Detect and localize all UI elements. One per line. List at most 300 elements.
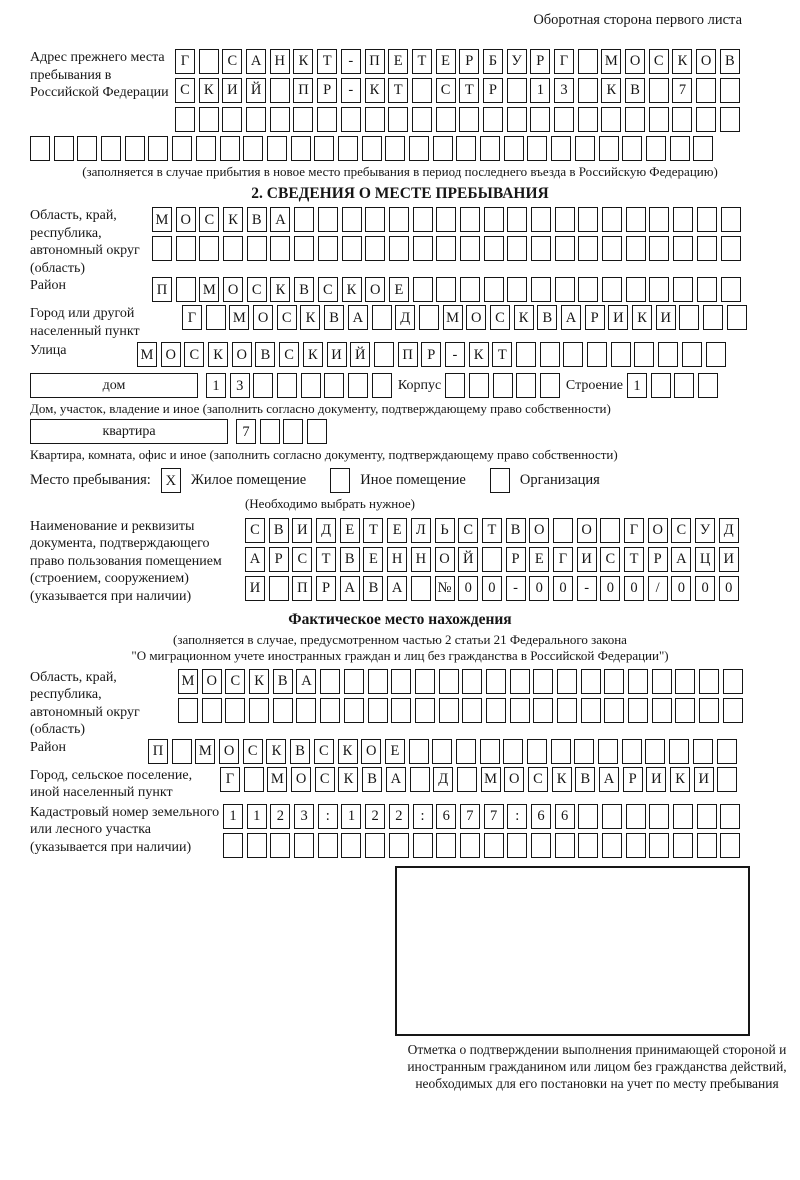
char-cell: В bbox=[273, 669, 293, 694]
document-block bbox=[30, 518, 770, 606]
apartment-cells bbox=[236, 419, 327, 444]
char-cell bbox=[314, 136, 334, 161]
char-cell: К bbox=[338, 739, 358, 764]
house-number-cells bbox=[206, 373, 392, 398]
actual-location-note-1: (заполняется в случае, предусмотренном частью 2 статьи 21 Федерального закона bbox=[173, 632, 627, 647]
char-cell bbox=[338, 136, 358, 161]
char-cell: В bbox=[255, 342, 275, 367]
char-cell bbox=[270, 78, 290, 103]
char-cell: И bbox=[292, 518, 312, 543]
char-cell: П bbox=[148, 739, 168, 764]
char-cell bbox=[503, 739, 523, 764]
char-cell bbox=[456, 739, 476, 764]
char-cell: 0 bbox=[529, 576, 549, 601]
char-cell bbox=[675, 698, 695, 723]
char-cell bbox=[675, 669, 695, 694]
char-cell: У bbox=[507, 49, 527, 74]
char-cell: 0 bbox=[458, 576, 478, 601]
char-cell bbox=[693, 136, 713, 161]
char-cell: К bbox=[270, 277, 290, 302]
stay-option-organization-label: Организация bbox=[519, 472, 600, 489]
char-cell bbox=[669, 739, 689, 764]
char-cell bbox=[307, 419, 327, 444]
char-cell bbox=[698, 373, 718, 398]
char-cell bbox=[220, 136, 240, 161]
char-cell bbox=[172, 136, 192, 161]
char-cell bbox=[244, 767, 264, 792]
char-cell bbox=[223, 236, 243, 261]
char-cell bbox=[507, 833, 527, 858]
char-cell bbox=[673, 804, 693, 829]
char-cell: О bbox=[161, 342, 181, 367]
char-cell bbox=[368, 669, 388, 694]
char-cell bbox=[723, 669, 743, 694]
char-cell: Й bbox=[246, 78, 266, 103]
char-cell bbox=[176, 236, 196, 261]
char-cell bbox=[578, 277, 598, 302]
char-cell bbox=[693, 739, 713, 764]
char-cell bbox=[696, 107, 716, 132]
char-cell bbox=[101, 136, 121, 161]
char-cell: 7 bbox=[460, 804, 480, 829]
char-cell: 1 bbox=[247, 804, 267, 829]
char-cell bbox=[409, 136, 429, 161]
char-cell bbox=[125, 136, 145, 161]
char-cell bbox=[516, 342, 536, 367]
char-cell: : bbox=[318, 804, 338, 829]
region-label: Область, край, республика, автономный округ (область) bbox=[30, 208, 140, 276]
char-cell: В bbox=[362, 767, 382, 792]
char-cell bbox=[480, 739, 500, 764]
char-cell: В bbox=[720, 49, 740, 74]
char-cell bbox=[530, 107, 550, 132]
char-cell bbox=[247, 236, 267, 261]
char-cell: Й bbox=[458, 547, 478, 572]
char-cell: Й bbox=[350, 342, 370, 367]
char-cell: О bbox=[202, 669, 222, 694]
char-cell: В bbox=[324, 305, 344, 330]
char-cell bbox=[622, 136, 642, 161]
char-cell: К bbox=[338, 767, 358, 792]
char-cell: И bbox=[222, 78, 242, 103]
char-cell bbox=[243, 136, 263, 161]
prev-address-label: Адрес прежнего места пребывания в Российской Федерации bbox=[30, 50, 169, 100]
char-cell bbox=[249, 698, 269, 723]
cadastre-block bbox=[30, 804, 770, 858]
char-cell: О bbox=[504, 767, 524, 792]
char-cell bbox=[697, 833, 717, 858]
char-cell: В bbox=[575, 767, 595, 792]
char-cell bbox=[410, 767, 430, 792]
char-cell bbox=[646, 136, 666, 161]
char-cell bbox=[460, 236, 480, 261]
char-cell: М bbox=[229, 305, 249, 330]
char-cell: 3 bbox=[230, 373, 250, 398]
char-cell: И bbox=[327, 342, 347, 367]
char-cell: Г bbox=[175, 49, 195, 74]
char-cell bbox=[175, 107, 195, 132]
char-cell bbox=[553, 518, 573, 543]
char-cell bbox=[247, 833, 267, 858]
char-cell bbox=[649, 78, 669, 103]
char-cell: О bbox=[435, 547, 455, 572]
stay-option-residential-label: Жилое помещение bbox=[190, 472, 307, 489]
prev-address-row-4 bbox=[30, 136, 770, 161]
char-cell bbox=[436, 107, 456, 132]
prev-address-rows bbox=[175, 49, 740, 132]
char-cell: К bbox=[365, 78, 385, 103]
char-cell bbox=[527, 136, 547, 161]
char-cell bbox=[598, 739, 618, 764]
char-cell: В bbox=[537, 305, 557, 330]
char-cell: Е bbox=[388, 49, 408, 74]
char-cell bbox=[604, 698, 624, 723]
char-cell: С bbox=[292, 547, 312, 572]
char-cell bbox=[551, 739, 571, 764]
region-row-2 bbox=[152, 236, 741, 261]
char-cell: К bbox=[672, 49, 692, 74]
char-cell bbox=[484, 236, 504, 261]
char-cell bbox=[362, 136, 382, 161]
char-cell: Р bbox=[506, 547, 526, 572]
char-cell: Т bbox=[459, 78, 479, 103]
char-cell bbox=[645, 739, 665, 764]
char-cell: Р bbox=[648, 547, 668, 572]
char-cell bbox=[484, 277, 504, 302]
char-cell: В bbox=[625, 78, 645, 103]
char-cell: Т bbox=[388, 78, 408, 103]
char-cell bbox=[673, 833, 693, 858]
korpus-label: Корпус bbox=[397, 377, 442, 393]
char-cell bbox=[555, 277, 575, 302]
char-cell: 3 bbox=[294, 804, 314, 829]
prev-address-note: (заполняется в случае прибытия в новое место пребывания в период последнего въезда в Российскую Федерацию) bbox=[82, 164, 718, 179]
char-cell bbox=[413, 236, 433, 261]
char-cell: С bbox=[184, 342, 204, 367]
char-cell bbox=[457, 767, 477, 792]
char-cell: С bbox=[277, 305, 297, 330]
char-cell bbox=[389, 833, 409, 858]
char-cell: О bbox=[219, 739, 239, 764]
char-cell bbox=[365, 107, 385, 132]
char-cell: К bbox=[514, 305, 534, 330]
char-cell bbox=[436, 207, 456, 232]
char-cell: Г bbox=[182, 305, 202, 330]
char-cell bbox=[269, 576, 289, 601]
char-cell: К bbox=[303, 342, 323, 367]
char-cell: 1 bbox=[627, 373, 647, 398]
char-cell bbox=[611, 342, 631, 367]
char-cell: Н bbox=[387, 547, 407, 572]
char-cell: С bbox=[247, 277, 267, 302]
char-cell bbox=[720, 107, 740, 132]
char-cell bbox=[626, 207, 646, 232]
street-block bbox=[30, 342, 770, 367]
char-cell: С bbox=[528, 767, 548, 792]
street-label: Улица bbox=[30, 343, 67, 359]
char-cell: С bbox=[671, 518, 691, 543]
char-cell: С bbox=[315, 767, 335, 792]
char-cell bbox=[507, 207, 527, 232]
char-cell: 6 bbox=[531, 804, 551, 829]
actual-city-row bbox=[220, 767, 737, 792]
char-cell: Р bbox=[316, 576, 336, 601]
char-cell: 2 bbox=[389, 804, 409, 829]
char-cell bbox=[578, 833, 598, 858]
char-cell: Р bbox=[530, 49, 550, 74]
char-cell: С bbox=[649, 49, 669, 74]
char-cell bbox=[317, 107, 337, 132]
char-cell: В bbox=[506, 518, 526, 543]
char-cell: Д bbox=[395, 305, 415, 330]
char-cell bbox=[412, 78, 432, 103]
char-cell bbox=[391, 698, 411, 723]
char-cell bbox=[277, 373, 297, 398]
char-cell: Е bbox=[436, 49, 456, 74]
confirmation-caption: Отметка о подтверждении выполнения принимающей стороной и иностранным гражданином или лицом без гражданства действий, необходимых для его постановки на учет по месту пребывания bbox=[407, 1041, 787, 1092]
city-row bbox=[182, 305, 747, 330]
char-cell: О bbox=[232, 342, 252, 367]
char-cell: Г bbox=[553, 547, 573, 572]
char-cell: Р bbox=[585, 305, 605, 330]
cadastre-label: Кадастровый номер земельного или лесного участка (указывается при наличии) bbox=[30, 804, 220, 855]
char-cell: О bbox=[625, 49, 645, 74]
char-cell: С bbox=[243, 739, 263, 764]
char-cell: В bbox=[340, 547, 360, 572]
char-cell bbox=[587, 342, 607, 367]
char-cell bbox=[557, 669, 577, 694]
char-cell bbox=[649, 236, 669, 261]
char-cell: К bbox=[552, 767, 572, 792]
char-cell: К bbox=[266, 739, 286, 764]
char-cell bbox=[372, 305, 392, 330]
char-cell bbox=[267, 136, 287, 161]
char-cell: Д bbox=[719, 518, 739, 543]
char-cell bbox=[625, 107, 645, 132]
char-cell: : bbox=[507, 804, 527, 829]
char-cell bbox=[483, 107, 503, 132]
char-cell bbox=[296, 698, 316, 723]
char-cell: 0 bbox=[482, 576, 502, 601]
char-cell bbox=[697, 236, 717, 261]
char-cell: М bbox=[199, 277, 219, 302]
char-cell: 1 bbox=[206, 373, 226, 398]
char-cell: А bbox=[561, 305, 581, 330]
stay-option-other-checkbox bbox=[330, 468, 350, 493]
char-cell bbox=[246, 107, 266, 132]
stay-option-other-label: Иное помещение bbox=[360, 472, 466, 489]
char-cell: О bbox=[529, 518, 549, 543]
char-cell: В bbox=[290, 739, 310, 764]
char-cell bbox=[320, 669, 340, 694]
char-cell: И bbox=[656, 305, 676, 330]
char-cell bbox=[720, 804, 740, 829]
char-cell: О bbox=[466, 305, 486, 330]
char-cell bbox=[697, 804, 717, 829]
prev-address-block bbox=[30, 49, 770, 132]
house-caption: Дом, участок, владение и иное (заполнить согласно документу, подтверждающему право собственности) bbox=[30, 401, 611, 417]
char-cell bbox=[439, 669, 459, 694]
char-cell bbox=[626, 804, 646, 829]
char-cell: : bbox=[413, 804, 433, 829]
char-cell bbox=[486, 698, 506, 723]
char-cell bbox=[480, 136, 500, 161]
char-cell bbox=[389, 207, 409, 232]
char-cell: Р bbox=[269, 547, 289, 572]
char-cell bbox=[652, 669, 672, 694]
char-cell: У bbox=[695, 518, 715, 543]
char-cell bbox=[260, 419, 280, 444]
char-cell: 6 bbox=[555, 804, 575, 829]
char-cell: К bbox=[199, 78, 219, 103]
confirmation-stamp-box bbox=[395, 866, 750, 1036]
char-cell bbox=[533, 669, 553, 694]
actual-region-row-2 bbox=[178, 698, 743, 723]
char-cell bbox=[344, 669, 364, 694]
char-cell bbox=[697, 207, 717, 232]
char-cell bbox=[301, 373, 321, 398]
char-cell: Д bbox=[433, 767, 453, 792]
document-row-1 bbox=[245, 518, 739, 543]
stroenie-cells bbox=[627, 373, 718, 398]
char-cell: 7 bbox=[484, 804, 504, 829]
char-cell: Е bbox=[363, 547, 383, 572]
char-cell bbox=[152, 236, 172, 261]
char-cell bbox=[555, 207, 575, 232]
actual-city-label: Город, сельское поселение, иной населенный пункт bbox=[30, 767, 193, 800]
char-cell: С bbox=[199, 207, 219, 232]
char-cell bbox=[460, 833, 480, 858]
char-cell bbox=[199, 107, 219, 132]
document-row-2 bbox=[245, 547, 739, 572]
char-cell bbox=[720, 833, 740, 858]
char-cell: А bbox=[270, 207, 290, 232]
char-cell bbox=[462, 698, 482, 723]
stay-option-organization-checkbox bbox=[490, 468, 510, 493]
char-cell bbox=[348, 373, 368, 398]
char-cell bbox=[602, 804, 622, 829]
char-cell: Т bbox=[412, 49, 432, 74]
char-cell bbox=[413, 207, 433, 232]
char-cell: А bbox=[599, 767, 619, 792]
char-cell: М bbox=[152, 207, 172, 232]
char-cell bbox=[563, 342, 583, 367]
char-cell bbox=[419, 305, 439, 330]
char-cell bbox=[504, 136, 524, 161]
char-cell: Г bbox=[554, 49, 574, 74]
char-cell bbox=[372, 373, 392, 398]
char-cell bbox=[696, 78, 716, 103]
char-cell bbox=[602, 277, 622, 302]
char-cell bbox=[77, 136, 97, 161]
char-cell: С bbox=[279, 342, 299, 367]
char-cell bbox=[721, 236, 741, 261]
char-cell: В bbox=[294, 277, 314, 302]
char-cell bbox=[206, 305, 226, 330]
char-cell: Т bbox=[317, 49, 337, 74]
char-cell: К bbox=[223, 207, 243, 232]
char-cell: А bbox=[296, 669, 316, 694]
char-cell bbox=[270, 236, 290, 261]
char-cell bbox=[575, 136, 595, 161]
char-cell bbox=[385, 136, 405, 161]
char-cell: О bbox=[176, 207, 196, 232]
char-cell: А bbox=[340, 576, 360, 601]
char-cell bbox=[368, 698, 388, 723]
district-row bbox=[152, 277, 741, 302]
page-side-note: Оборотная сторона первого листа bbox=[533, 12, 742, 28]
char-cell: С bbox=[314, 739, 334, 764]
char-cell bbox=[341, 107, 361, 132]
char-cell bbox=[460, 277, 480, 302]
char-cell: Р bbox=[623, 767, 643, 792]
char-cell: Т bbox=[482, 518, 502, 543]
cadastre-row-1 bbox=[223, 804, 740, 829]
char-cell bbox=[531, 833, 551, 858]
char-cell bbox=[649, 207, 669, 232]
char-cell bbox=[670, 136, 690, 161]
stay-type-row bbox=[30, 468, 770, 493]
char-cell bbox=[456, 136, 476, 161]
char-cell bbox=[413, 833, 433, 858]
char-cell: В bbox=[269, 518, 289, 543]
char-cell bbox=[413, 277, 433, 302]
char-cell: С bbox=[600, 547, 620, 572]
char-cell: Р bbox=[317, 78, 337, 103]
char-cell bbox=[270, 107, 290, 132]
char-cell: Т bbox=[316, 547, 336, 572]
char-cell bbox=[557, 698, 577, 723]
char-cell bbox=[510, 669, 530, 694]
char-cell bbox=[717, 767, 737, 792]
char-cell: Р bbox=[483, 78, 503, 103]
char-cell bbox=[721, 207, 741, 232]
char-cell: С bbox=[222, 49, 242, 74]
char-cell bbox=[469, 373, 489, 398]
char-cell bbox=[697, 277, 717, 302]
char-cell bbox=[531, 207, 551, 232]
char-cell: - bbox=[577, 576, 597, 601]
char-cell bbox=[436, 277, 456, 302]
char-cell bbox=[365, 236, 385, 261]
char-cell bbox=[30, 136, 50, 161]
char-cell: 0 bbox=[600, 576, 620, 601]
char-cell bbox=[484, 833, 504, 858]
char-cell: В bbox=[247, 207, 267, 232]
char-cell bbox=[176, 277, 196, 302]
char-cell bbox=[283, 419, 303, 444]
char-cell bbox=[658, 342, 678, 367]
char-cell: Р bbox=[421, 342, 441, 367]
char-cell bbox=[581, 669, 601, 694]
char-cell: О bbox=[291, 767, 311, 792]
char-cell: М bbox=[195, 739, 215, 764]
actual-region-block bbox=[30, 669, 770, 739]
char-cell: О bbox=[648, 518, 668, 543]
char-cell bbox=[374, 342, 394, 367]
char-cell: И bbox=[245, 576, 265, 601]
char-cell: - bbox=[341, 78, 361, 103]
char-cell bbox=[54, 136, 74, 161]
house-row bbox=[30, 373, 770, 398]
char-cell bbox=[507, 107, 527, 132]
char-cell: И bbox=[719, 547, 739, 572]
stay-type-note: (Необходимо выбрать нужное) bbox=[244, 496, 416, 512]
char-cell: 0 bbox=[553, 576, 573, 601]
char-cell: 2 bbox=[270, 804, 290, 829]
actual-location-note-2: "О миграционном учете иностранных граждан и лиц без гражданства в Российской Федерации") bbox=[131, 648, 669, 664]
char-cell bbox=[253, 373, 273, 398]
